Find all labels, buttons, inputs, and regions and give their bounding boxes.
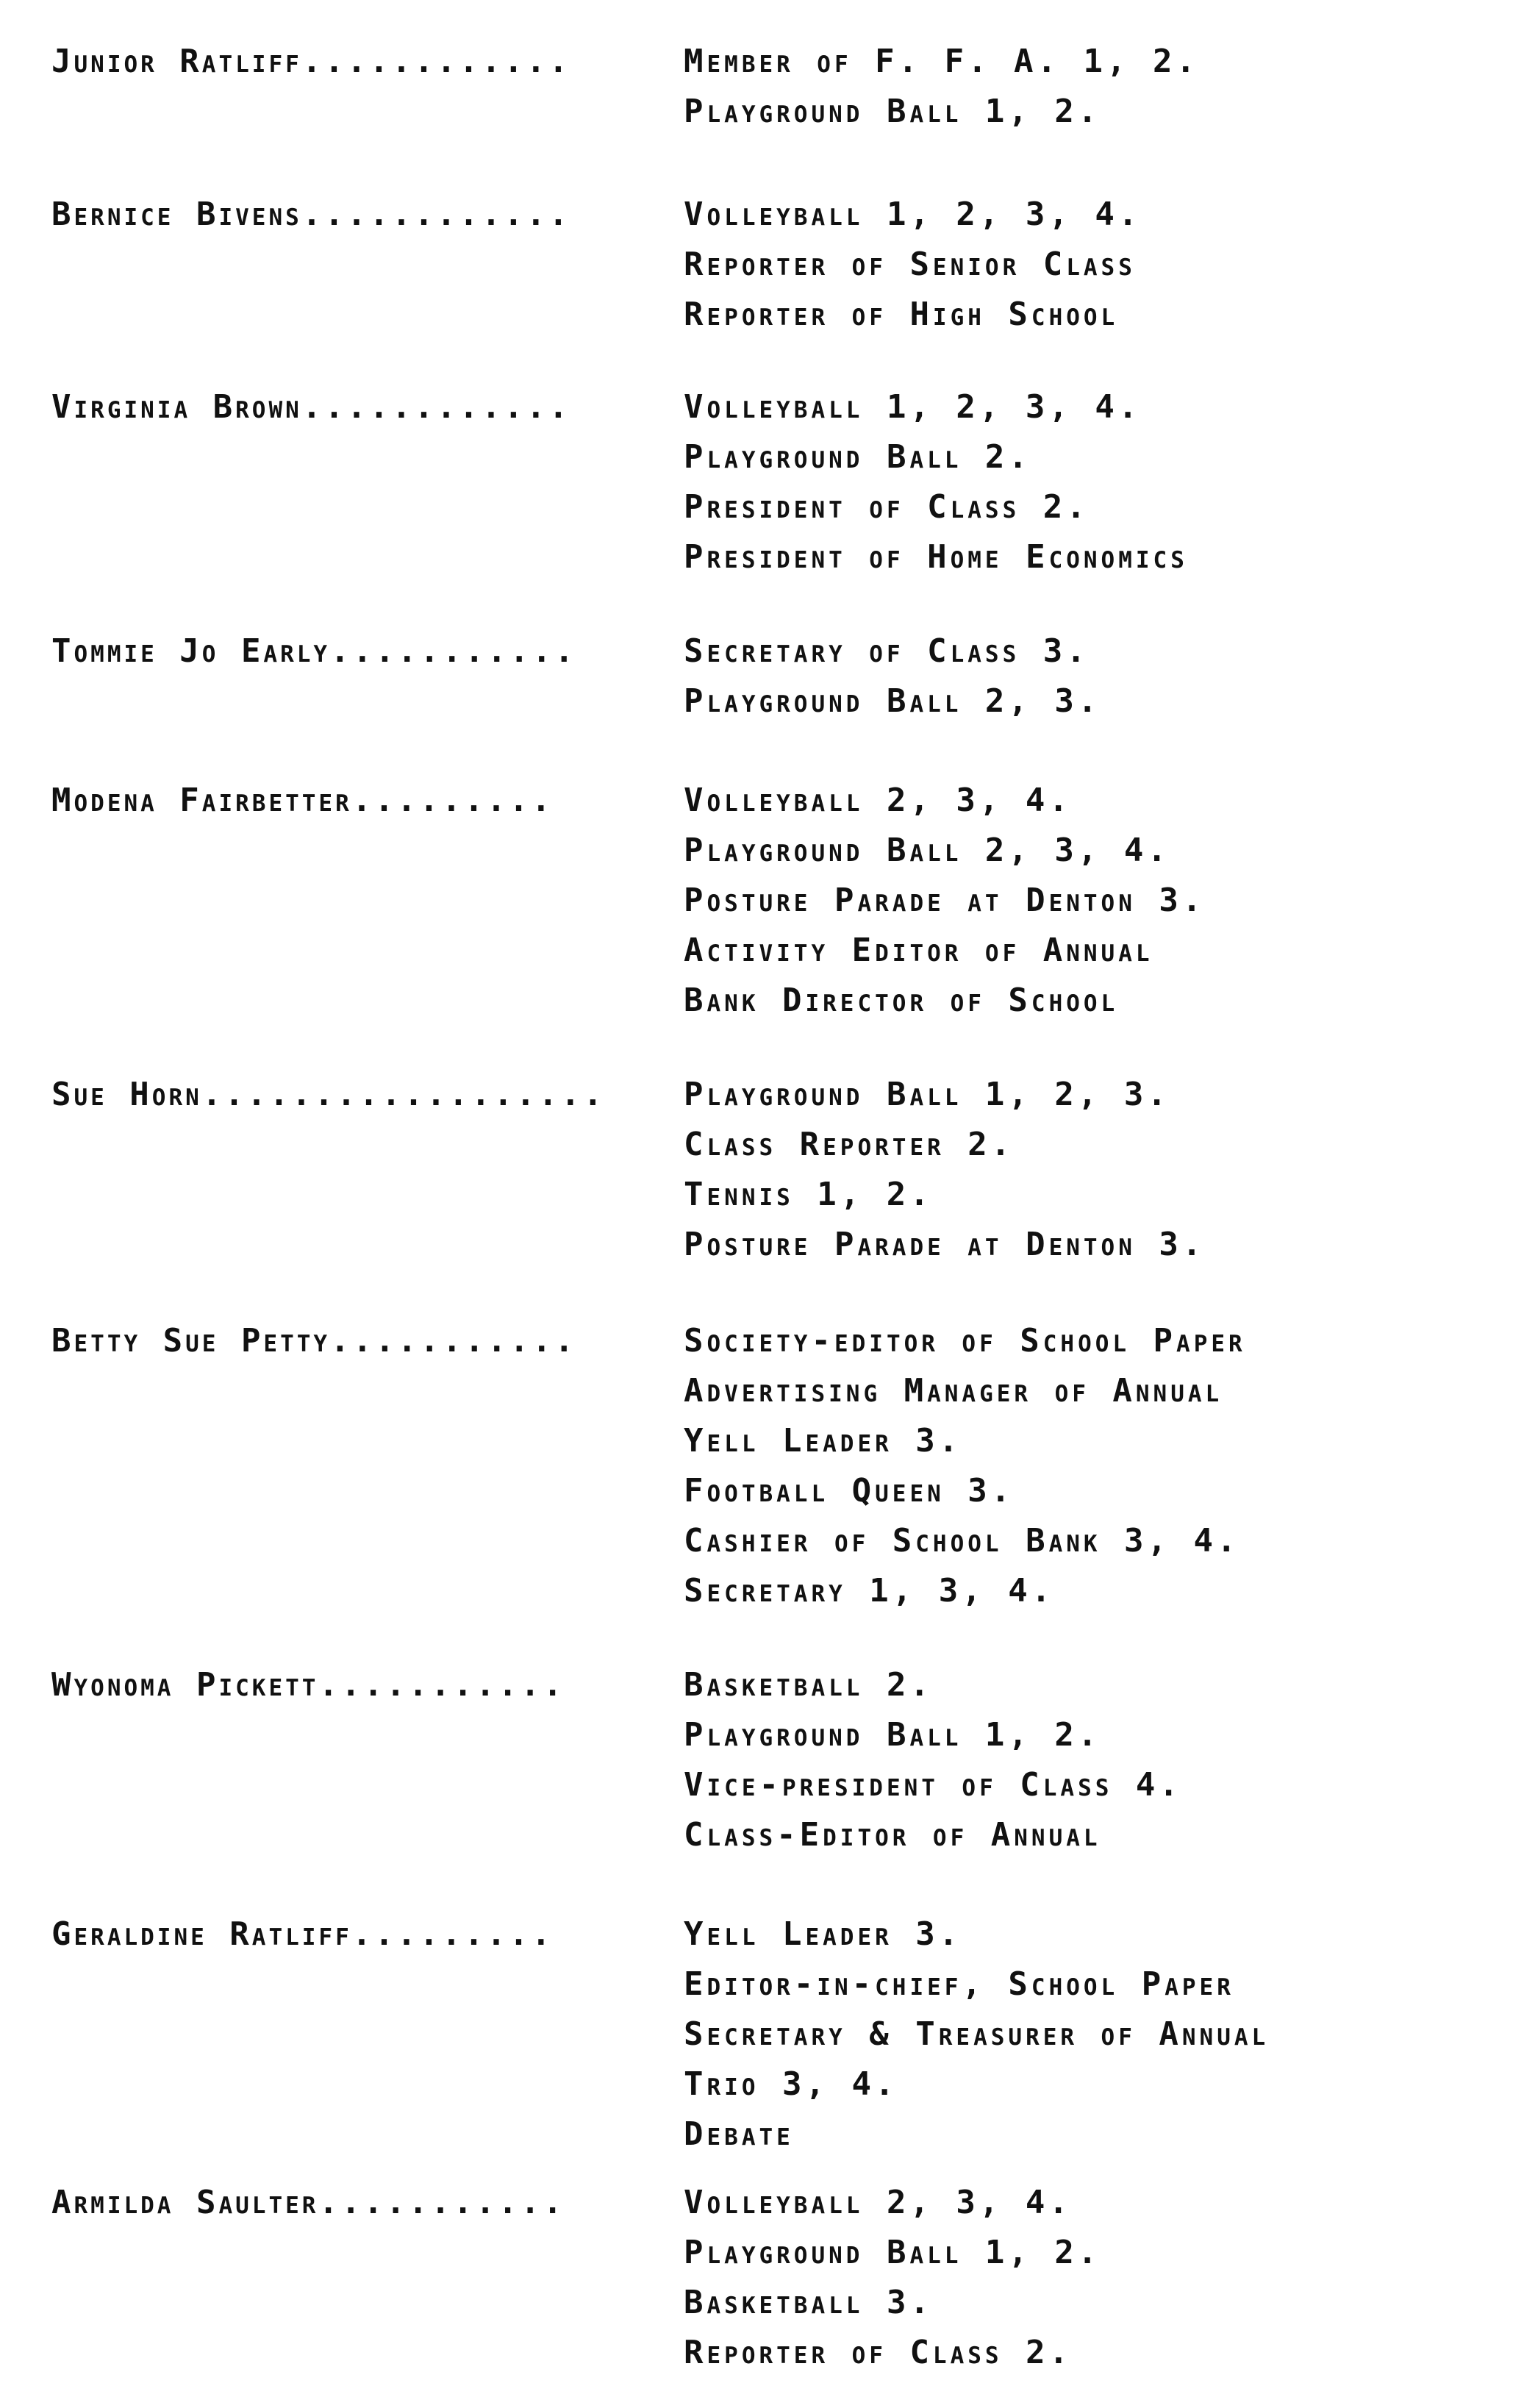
activity-line: Yell Leader 3. xyxy=(684,1915,962,1953)
activity-line: Playground Ball 2, 3. xyxy=(684,682,1101,720)
activity-line: President of Class 2. xyxy=(684,488,1090,526)
activity-line: Volleyball 2, 3, 4. xyxy=(684,782,1072,819)
student-entry xyxy=(51,190,1492,340)
activity-line: Cashier of School Bank 3, 4. xyxy=(684,1522,1240,1560)
activity-line: Editor-in-chief, School Paper xyxy=(684,1965,1234,2003)
activity-line: Reporter of Class 2. xyxy=(684,2334,1073,2371)
student-name: Junior Ratliff............ xyxy=(51,43,571,80)
activity-line: Society-editor of School Paper xyxy=(684,1322,1246,1360)
activity-line: Activity Editor of Annual xyxy=(684,932,1153,969)
activity-line: Playground Ball 1, 2, 3. xyxy=(684,1076,1170,1113)
activity-line: Class Reporter 2. xyxy=(684,1126,1015,1163)
activity-line: Class-Editor of Annual xyxy=(684,1816,1101,1854)
activity-line: Volleyball 2, 3, 4. xyxy=(684,2184,1072,2221)
student-entry xyxy=(51,1909,1492,2159)
activity-line: Vice-president of Class 4. xyxy=(684,1766,1182,1804)
activity-line: Playground Ball 1, 2. xyxy=(684,93,1101,130)
student-entry xyxy=(51,1070,1492,1270)
student-entry xyxy=(51,37,1492,137)
student-name: Tommie Jo Early........... xyxy=(51,632,577,670)
activity-line: Advertising Manager of Annual xyxy=(684,1372,1223,1410)
activity-line: Secretary 1, 3, 4. xyxy=(684,1572,1055,1609)
activity-line: Basketball 3. xyxy=(684,2284,933,2321)
student-name: Armilda Saulter........... xyxy=(51,2184,565,2221)
student-entry xyxy=(51,776,1492,1026)
activity-line: Volleyball 1, 2, 3, 4. xyxy=(684,196,1142,233)
student-name: Bernice Bivens............ xyxy=(51,196,571,233)
student-name: Wyonoma Pickett........... xyxy=(51,1666,565,1704)
activity-line: Secretary of Class 3. xyxy=(684,632,1090,670)
activity-line: Reporter of High School xyxy=(684,296,1119,333)
activity-line: Playground Ball 2, 3, 4. xyxy=(684,832,1170,869)
student-entry xyxy=(51,2178,1492,2378)
student-name: Geraldine Ratliff......... xyxy=(51,1915,554,1953)
student-entry xyxy=(51,1316,1492,1616)
activity-line: Reporter of Senior Class xyxy=(684,246,1136,283)
student-entry xyxy=(51,1660,1492,1860)
activity-line: Yell Leader 3. xyxy=(684,1422,962,1460)
activity-line: Playground Ball 1, 2. xyxy=(684,1716,1101,1754)
activity-line: Basketball 2. xyxy=(684,1666,933,1704)
student-entry xyxy=(51,626,1492,726)
activity-line: Playground Ball 2. xyxy=(684,438,1031,476)
activity-line: Bank Director of School xyxy=(684,982,1119,1019)
activity-line: President of Home Economics xyxy=(684,538,1188,576)
activity-line: Trio 3, 4. xyxy=(684,2065,898,2103)
activity-line: Member of F. F. A. 1, 2. xyxy=(684,43,1199,80)
student-name: Modena Fairbetter......... xyxy=(51,782,554,819)
student-entry xyxy=(51,382,1492,582)
activity-line: Posture Parade at Denton 3. xyxy=(684,1226,1206,1263)
student-name: Sue Horn.................. xyxy=(51,1076,606,1113)
activity-line: Secretary & Treasurer of Annual xyxy=(684,2015,1270,2053)
activity-line: Tennis 1, 2. xyxy=(684,1176,933,1213)
activity-line: Posture Parade at Denton 3. xyxy=(684,882,1206,919)
activity-line: Playground Ball 1, 2. xyxy=(684,2234,1101,2271)
activity-line: Football Queen 3. xyxy=(684,1472,1015,1510)
activity-line: Volleyball 1, 2, 3, 4. xyxy=(684,388,1142,426)
activity-line: Debate xyxy=(684,2115,794,2153)
student-name: Betty Sue Petty........... xyxy=(51,1322,577,1360)
student-name: Virginia Brown............ xyxy=(51,388,571,426)
